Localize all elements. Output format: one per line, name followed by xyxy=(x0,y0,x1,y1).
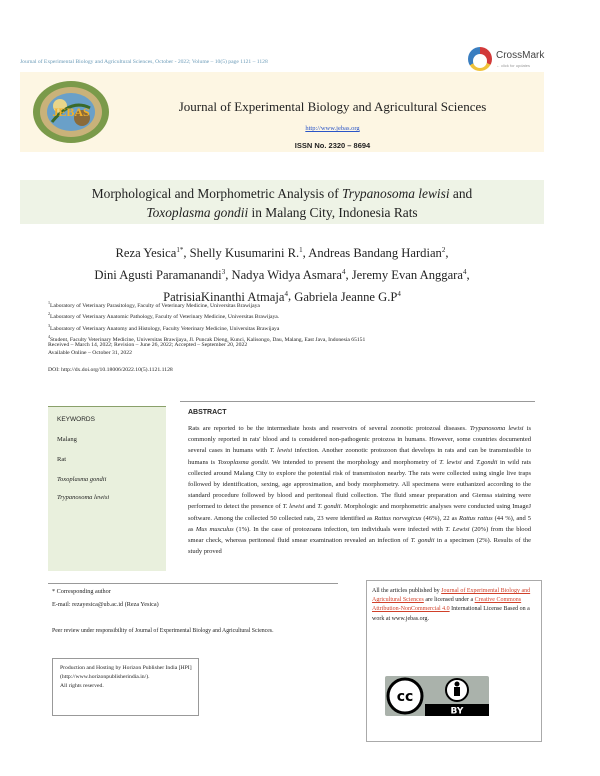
keyword-item: Rat xyxy=(57,456,67,463)
corresponding-email: E-mail: rezayesica@ub.ac.id (Reza Yesica) xyxy=(52,601,159,608)
abstract-heading: ABSTRACT xyxy=(188,409,227,416)
author-affiliation-mark: 4 xyxy=(397,289,401,298)
abstract-rule xyxy=(180,401,535,402)
author-affiliation-mark: 1 xyxy=(299,246,303,254)
author-affiliation-mark: 2 xyxy=(441,246,446,254)
author-affiliation-mark: 4 xyxy=(341,267,346,276)
author-list: Reza Yesica$^{1*}$, Shelly Kusumarini R.$^1$, Andreas Bandang Hardian$^2$, Dini Agusti Paramanandi$^3$, Nadya Widya Asmara$^4$, Jeremy Evan Anggara$^4$, PatrisiaKinanthi Atmaja$^4$, Gabriela Jeanne $G.P^4$ xyxy=(94,246,470,304)
cc-license-link[interactable]: Creative Commons Attribution-NonCommercial 4.0 xyxy=(372,597,522,613)
received-dates: Received – March 14, 2022; Revision – June 26, 2022; Accepted – September 20, 2022 xyxy=(48,342,248,348)
journal-url-link[interactable]: http://www.jebas.org xyxy=(305,125,360,132)
crossmark-icon xyxy=(468,47,492,71)
author-affiliation-mark: 3 xyxy=(221,267,226,276)
crossmark-label: CrossMark xyxy=(496,50,545,61)
cc-by-badge[interactable] xyxy=(385,676,489,716)
author-affiliation-mark: 4 xyxy=(462,267,467,276)
author-name: Jeremy Evan Anggara$^4$ xyxy=(351,267,467,282)
author-affiliation-mark: 4 xyxy=(284,289,288,298)
keywords-panel xyxy=(48,406,166,571)
license-text: All the articles published by Journal of Experimental Biology and Agricultural Sciences are licensed under a Creative Commons Attribution-NonCommercial 4.0 International License Based on a work at www.jebas.org. xyxy=(372,588,531,622)
author-name: Nadya Widya Asmara$^4$ xyxy=(231,267,346,282)
affiliation-item: $^1$Laboratory of Veterinary Parasitology, Faculty of Veterinary Medicine, Universitas Brawijaya xyxy=(48,300,260,309)
journal-link[interactable]: Journal of Experimental Biology and Agricultural Sciences xyxy=(372,588,531,604)
author-name: Shelly Kusumarini R.$^1$ xyxy=(189,246,303,261)
affiliation-item: $^4$Student, Faculty Veterinary Medicine, Universitas Brawijaya, Jl. Puncak Dieng, Kunci, Kalisongo, Dau, Malang, East Java, Indonesia 65151 xyxy=(48,334,366,344)
author-name: Reza Yesica$^{1*}$ xyxy=(115,246,184,261)
article-dates xyxy=(48,341,247,357)
journal-logo xyxy=(30,78,112,146)
author-name: Dini Agusti Paramanandi$^3$ xyxy=(94,267,226,282)
keyword-item: Toxoplasma gondii xyxy=(57,476,107,483)
author-name: Andreas Bandang Hardian$^2$ xyxy=(308,246,446,261)
author-affiliation-mark: 1* xyxy=(176,246,184,254)
peer-review-note: Peer review under responsibility of Journal of Experimental Biology and Agricultural Sciences. xyxy=(52,628,274,634)
affiliation-item: $^2$Laboratory of Veterinary Anatomic Pathology, Faculty of Veterinary Medicine, Universitas Brawijaya. xyxy=(48,311,280,321)
doi-link[interactable]: DOI: http://dx.doi.org/10.18006/2022.10(5).1121.1128 xyxy=(48,367,173,373)
journal-citation: Journal of Experimental Biology and Agricultural Sciences, October - 2022; Volume – 10(5) page 1121 – 1128 xyxy=(20,59,268,65)
hosting-text: Production and Hosting by Horizon Publisher India [HPI] (http://www.horizonpublisherindia.in/). All rights reserved. xyxy=(60,665,192,689)
svg-text:BY: BY xyxy=(450,706,464,716)
journal-logo-text: JEBAS xyxy=(52,105,90,119)
affiliation-item: $^3$Laboratory of Veterinary Anatomy and Histology, Faculty Veterinary Medicine, Universitas Brawijaya xyxy=(48,322,280,332)
article-title: Morphological and Morphometric Analysis of Trypanosoma lewisi and Toxoplasma gondii in Malang City, Indonesia Rats xyxy=(91,186,473,220)
issn: ISSN No. 2320 – 8694 xyxy=(294,141,371,150)
footnote-rule xyxy=(48,583,338,584)
abstract-text: Rats are reported to be the intermediate hosts and reservoirs of several zoonotic protozoal diseases. Trypanosoma lewisi is commonly reported in rats' blood and is considered non-pathogenic protozoa in humans. However, some countries documented several cases in humans with T. lewisi infection. Another zoonotic protozoon that develops in rats and can be transmissible to humans is Toxoplasma gondii. We intended to present the morphology and morphometry of T. lewisi and T.gondii in wild rats collected around Malang City to explore the potential risk of transmission nearby. The rats were collected using single live traps followed by identification, sexing, age approximation, and body morphometry. All specimens were euthanized according to the standard procedure followed by blood and peritoneal fluid collection. The fluid smear preparation and Giemsa staining were performed to detect the presence of T. lewisi and T. gondii. Morphologic and morphometric analyses were conducted using ImageJ software. Among the collected 50 collected rats, 23 were identified as Rattus norvegicus (46%), 22 as Rattus rattus (44 %), and 5 as Mus musculus (1%). In the case of protozoans infection, ten individuals were infected with T. Lewisi (20%) from the blood smear check, whereas peritoneal fluid smear examination revealed an infection of T. gondii in a specimen (2%). Results of the study proved xyxy=(188,425,532,556)
affiliations xyxy=(48,299,548,345)
journal-title: Journal of Experimental Biology and Agricultural Sciences xyxy=(178,99,487,114)
online-date: Available Online – October 31, 2022 xyxy=(48,350,132,356)
crossmark-sub: ← click for updates xyxy=(496,63,531,68)
keyword-item: Trypanosoma lewisi xyxy=(57,494,110,501)
corresponding-author: * Corresponding author xyxy=(52,588,111,595)
keyword-item: Malang xyxy=(57,436,77,443)
author-name: Gabriela Jeanne $G.P^4$ xyxy=(294,289,401,304)
svg-text:cc: cc xyxy=(396,689,414,705)
keywords-heading: KEYWORDS xyxy=(57,416,95,423)
author-name: PatrisiaKinanthi Atmaja$^4$ xyxy=(163,289,288,304)
